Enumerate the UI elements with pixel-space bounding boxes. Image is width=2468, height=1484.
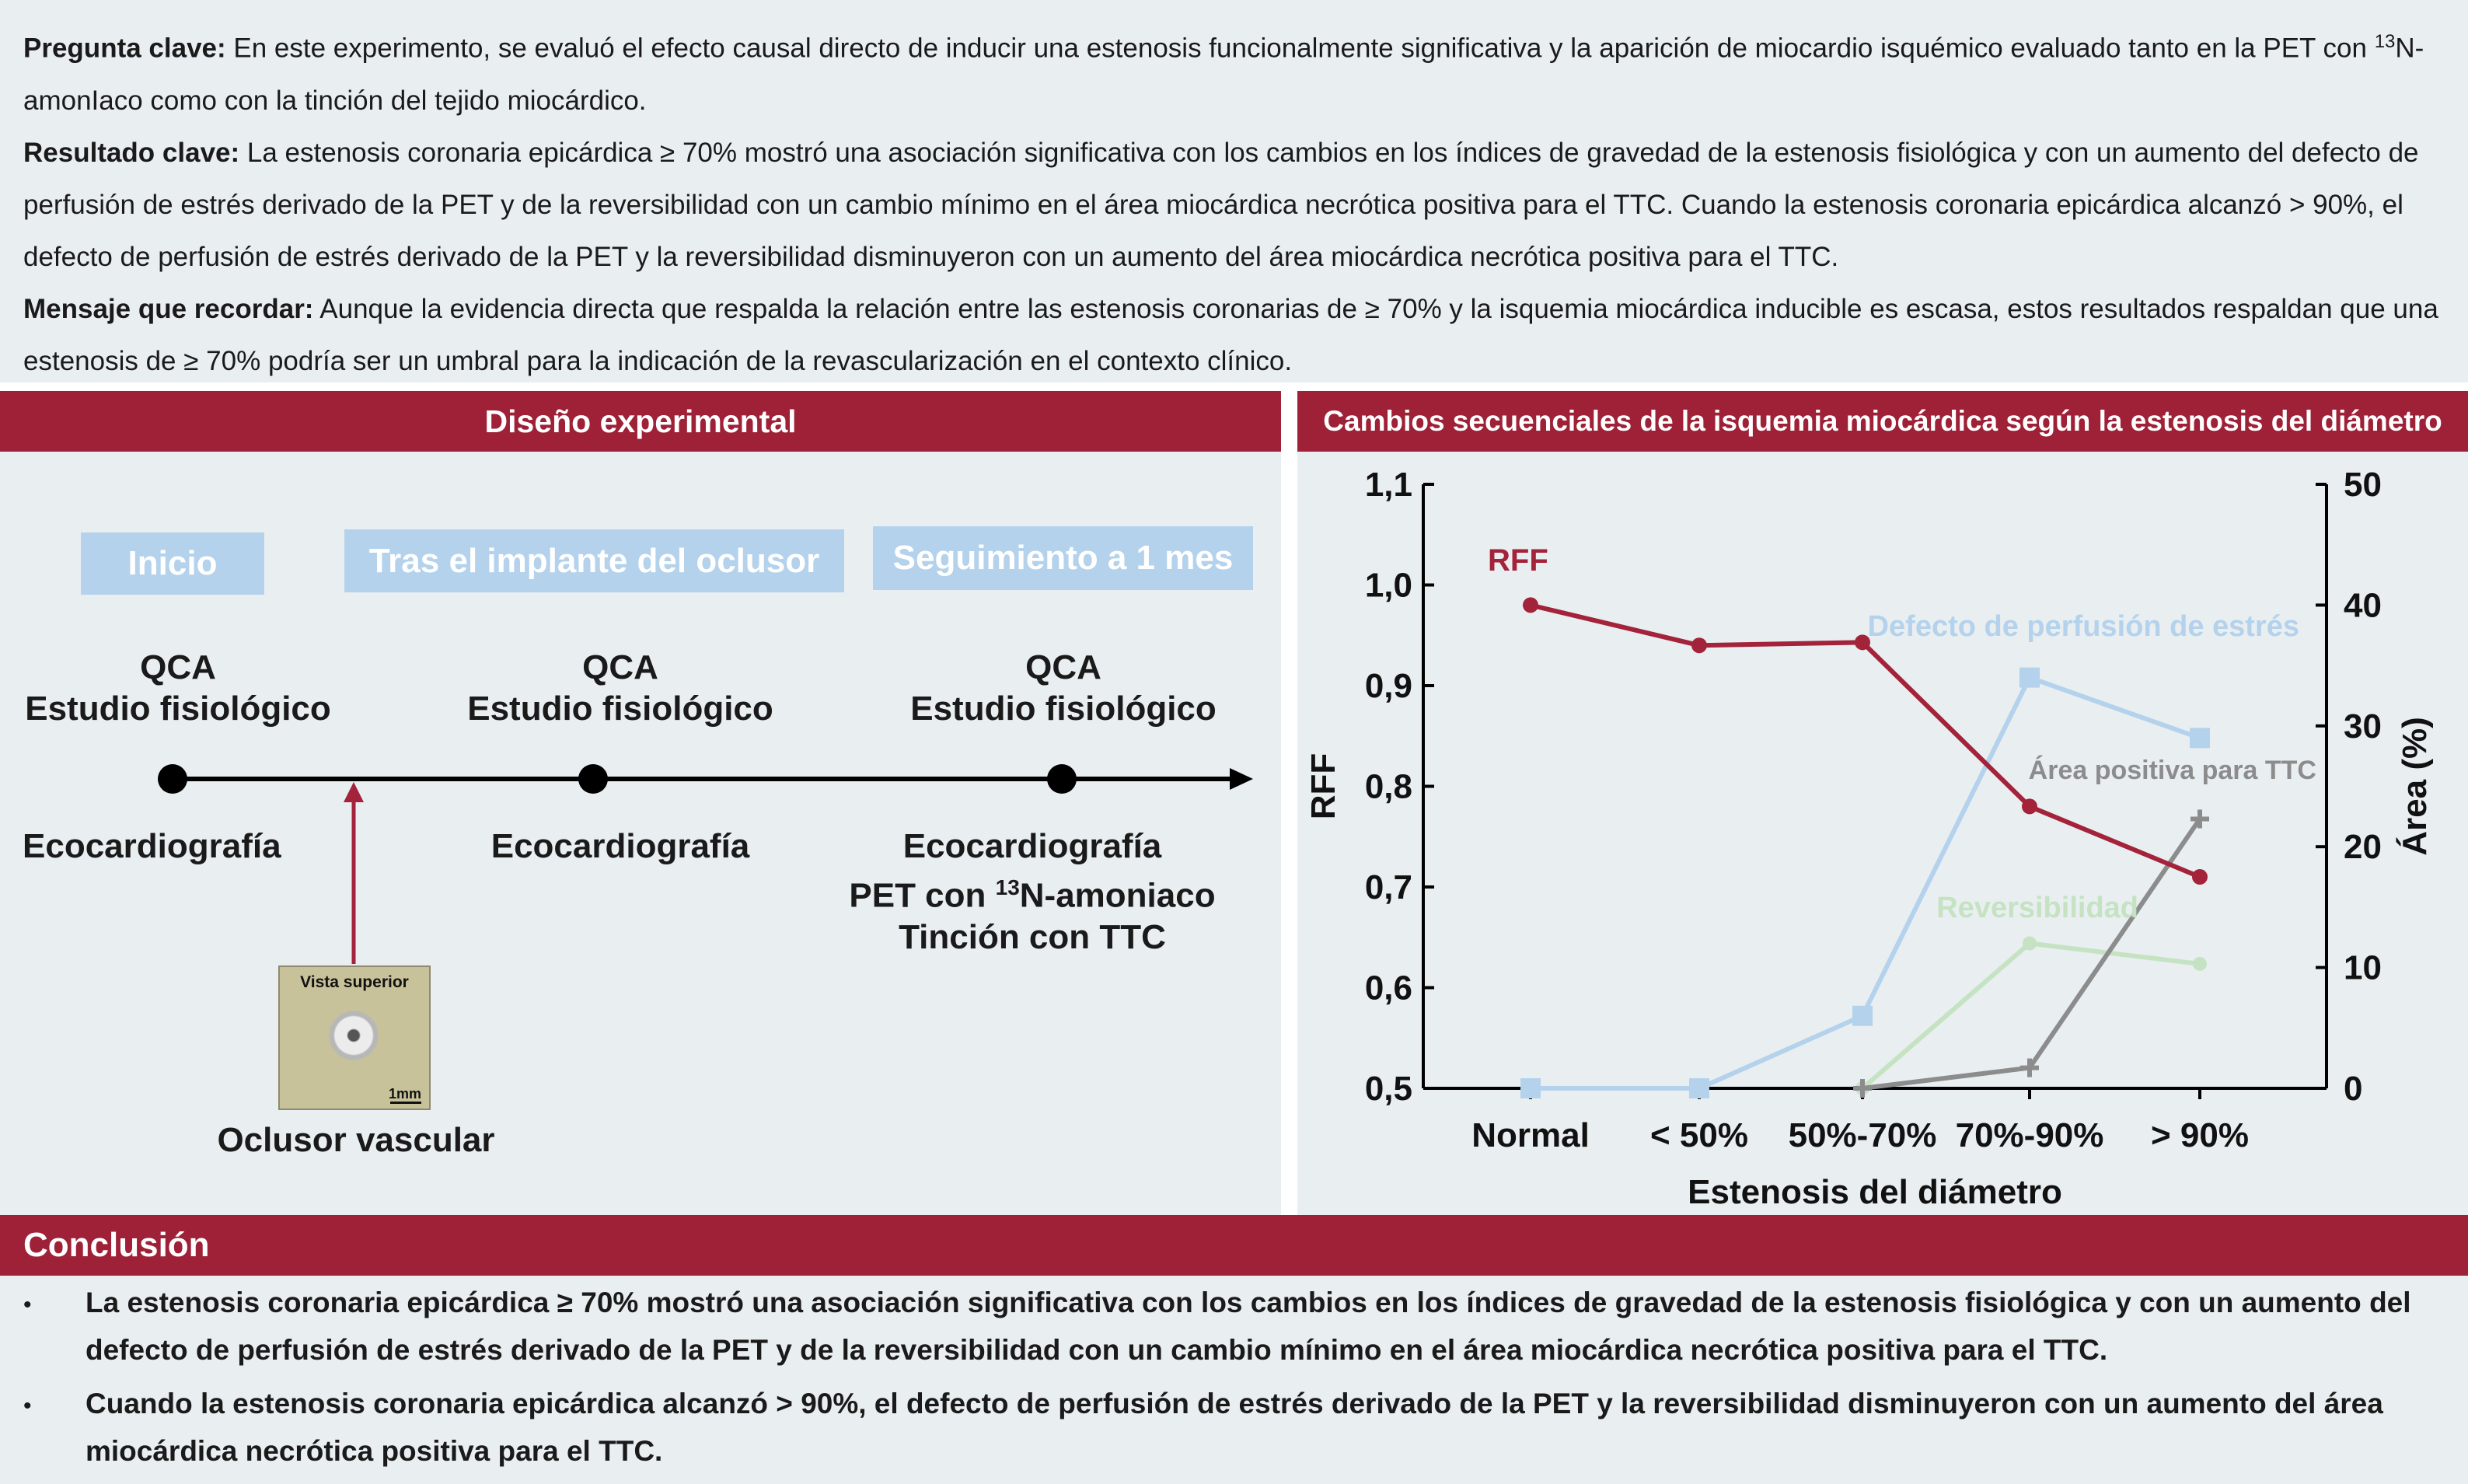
occluder-device-icon bbox=[328, 1010, 379, 1061]
point-marker bbox=[2019, 668, 2040, 688]
timeline-dot-followup bbox=[1047, 764, 1077, 794]
qca-label: QCA bbox=[582, 648, 658, 686]
pet-followup bbox=[838, 867, 1227, 917]
summary-panel bbox=[0, 0, 2468, 382]
take-home bbox=[23, 283, 2441, 387]
x-tick-label: 50%-70% bbox=[1788, 1116, 1937, 1154]
timeline bbox=[0, 754, 1281, 801]
scale-bar bbox=[390, 1102, 421, 1104]
echo-followup: Ecocardiografía bbox=[902, 827, 1162, 865]
y-tick-label-left: 1,0 bbox=[1364, 566, 1412, 605]
x-tick-label: > 90% bbox=[2151, 1116, 2249, 1154]
y-tick-label-left: 0,7 bbox=[1364, 868, 1412, 906]
y-tick-label-right: 40 bbox=[2344, 586, 2382, 625]
stage-baseline: Inicio bbox=[81, 532, 264, 595]
pet-tracer: N-amoniaco bbox=[1019, 876, 1216, 915]
y-tick-label-right: 0 bbox=[2344, 1070, 2363, 1108]
y-tick-label-left: 0,8 bbox=[1364, 767, 1412, 806]
point-marker bbox=[2192, 869, 2208, 885]
bullet-icon: • bbox=[23, 1393, 32, 1419]
point-marker bbox=[2023, 937, 2037, 951]
y-tick-label-left: 0,9 bbox=[1364, 667, 1412, 705]
y-tick-label-right: 10 bbox=[2344, 948, 2382, 987]
physio-label: Estudio fisiológico bbox=[25, 690, 331, 728]
point-marker bbox=[1523, 597, 1538, 613]
design-header: Diseño experimental bbox=[0, 391, 1281, 452]
series-line-1 bbox=[1531, 678, 2200, 1088]
y-tick-label-right: 50 bbox=[2344, 466, 2382, 504]
key-question-text-end: N-amonIaco como con la tinción del tejido miocárdico. bbox=[23, 33, 2424, 116]
timeline-dot-baseline bbox=[158, 764, 187, 794]
bullet-icon: • bbox=[23, 1292, 32, 1318]
key-question-text: En este experimento, se evaluó el efecto causal directo de inducir una estenosis funcionalmente significativa y la aparición de miocardio isquémico evaluado tanto en la PET con bbox=[233, 33, 2375, 64]
physio-label: Estudio fisiológico bbox=[467, 690, 773, 728]
x-axis-label: Estenosis del diámetro bbox=[1688, 1173, 2062, 1211]
key-result-label: Resultado clave: bbox=[23, 137, 240, 168]
series-label-perfusion: Defecto de perfusión de estrés bbox=[1867, 610, 2299, 643]
point-marker bbox=[1691, 637, 1707, 653]
occluder-arrow bbox=[326, 777, 381, 972]
conclusion-header: Conclusión bbox=[0, 1215, 2468, 1276]
photo-title: Vista superior bbox=[300, 973, 409, 991]
post-implant-measures bbox=[465, 647, 776, 729]
y-axis-label-left: RFF bbox=[1304, 752, 1342, 820]
stage-post-implant: Tras el implante del oclusor bbox=[344, 529, 844, 592]
take-home-text: Aunque la evidencia directa que respalda la relación entre las estenosis coronarias de ≥ 70% y la isquemia miocárdica inducible es escasa, estos resultados respaldan que una estenosis de ≥ 70% podría ser un umbral para la indicación de la revascularización en el contexto clínico. bbox=[23, 293, 2438, 376]
take-home-label: Mensaje que recordar: bbox=[23, 293, 314, 324]
y-tick-label-left: 1,1 bbox=[1364, 466, 1412, 504]
isotope-superscript: 13 bbox=[2374, 31, 2396, 52]
point-marker bbox=[2022, 798, 2037, 814]
pet-label: PET con bbox=[849, 876, 996, 915]
timeline-dot-post-implant bbox=[578, 764, 608, 794]
occluder-photo bbox=[278, 965, 431, 1110]
key-question-label: Pregunta clave: bbox=[23, 33, 226, 64]
qca-label: QCA bbox=[140, 648, 216, 686]
followup-imaging bbox=[838, 826, 1227, 958]
echo-post-implant: Ecocardiografía bbox=[490, 827, 750, 865]
series-label-reversibility: Reversibilidad bbox=[1936, 892, 2138, 924]
line-chart bbox=[1297, 452, 2468, 1271]
series-label-ttc: Área positiva para TTC bbox=[2028, 756, 2316, 785]
point-marker bbox=[2193, 957, 2207, 971]
timeline-arrowhead bbox=[1230, 768, 1253, 790]
x-tick-label: 70%-90% bbox=[1955, 1116, 2104, 1154]
point-marker bbox=[2190, 728, 2210, 748]
key-result-text: La estenosis coronaria epicárdica ≥ 70% mostró una asociación significativa con los cambios en los índices de gravedad de la estenosis fisiológica y con un aumento del defecto de perfusión de estrés derivado de la PET y de la reversibilidad con un cambio mínimo en el área miocárdica necrótica positiva para el TTC. Cuando la estenosis coronaria epicárdica alcanzó > 90%, el defecto de perfusión de estrés derivado de la PET y la reversibilidad disminuyeron con un aumento del área miocárdica necrótica positiva para el TTC. bbox=[23, 137, 2419, 272]
pet-superscript: 13 bbox=[995, 875, 1020, 899]
x-tick-label: < 50% bbox=[1650, 1116, 1748, 1154]
x-tick-label: Normal bbox=[1471, 1116, 1590, 1154]
series-line-3 bbox=[1862, 819, 2200, 1088]
point-marker bbox=[1689, 1078, 1709, 1098]
conclusion-item: Cuando la estenosis coronaria epicárdica alcanzó > 90%, el defecto de perfusión de estrés derivado de la PET y la reversibilidad disminuyeron con un aumento del área miocárdica necrótica positiva para el TTC. bbox=[86, 1388, 2383, 1467]
key-result bbox=[23, 127, 2441, 283]
y-tick-label-left: 0,5 bbox=[1364, 1070, 1412, 1108]
y-axis-label-right: Área (%) bbox=[2396, 717, 2434, 856]
ttc-followup: Tinción con TTC bbox=[899, 917, 1166, 956]
occluder-label: Oclusor vascular bbox=[217, 1121, 495, 1159]
y-tick-label-left: 0,6 bbox=[1364, 969, 1412, 1007]
y-tick-label-right: 30 bbox=[2344, 707, 2382, 745]
followup-measures bbox=[908, 647, 1219, 729]
stage-followup: Seguimiento a 1 mes bbox=[873, 526, 1253, 590]
point-marker bbox=[1852, 1006, 1873, 1026]
chart-header: Cambios secuenciales de la isquemia miocárdica según la estenosis del diámetro bbox=[1297, 391, 2468, 452]
qca-label: QCA bbox=[1025, 648, 1101, 686]
y-tick-label-right: 20 bbox=[2344, 828, 2382, 867]
baseline-measures bbox=[23, 647, 333, 729]
point-marker bbox=[1520, 1078, 1541, 1098]
summary-text bbox=[23, 16, 2441, 387]
echo-baseline: Ecocardiografía bbox=[23, 827, 281, 865]
series-label-rff: RFF bbox=[1488, 543, 1548, 578]
photo-scale: 1mm bbox=[388, 1086, 421, 1102]
physio-label: Estudio fisiológico bbox=[910, 690, 1217, 728]
key-question bbox=[23, 16, 2441, 127]
conclusion-item: La estenosis coronaria epicárdica ≥ 70% mostró una asociación significativa con los cambios en los índices de gravedad de la estenosis fisiológica y con un aumento del defecto de perfusión de estrés derivado de la PET y de la reversibilidad con un cambio mínimo en el área miocárdica necrótica positiva para el TTC. bbox=[86, 1287, 2411, 1366]
